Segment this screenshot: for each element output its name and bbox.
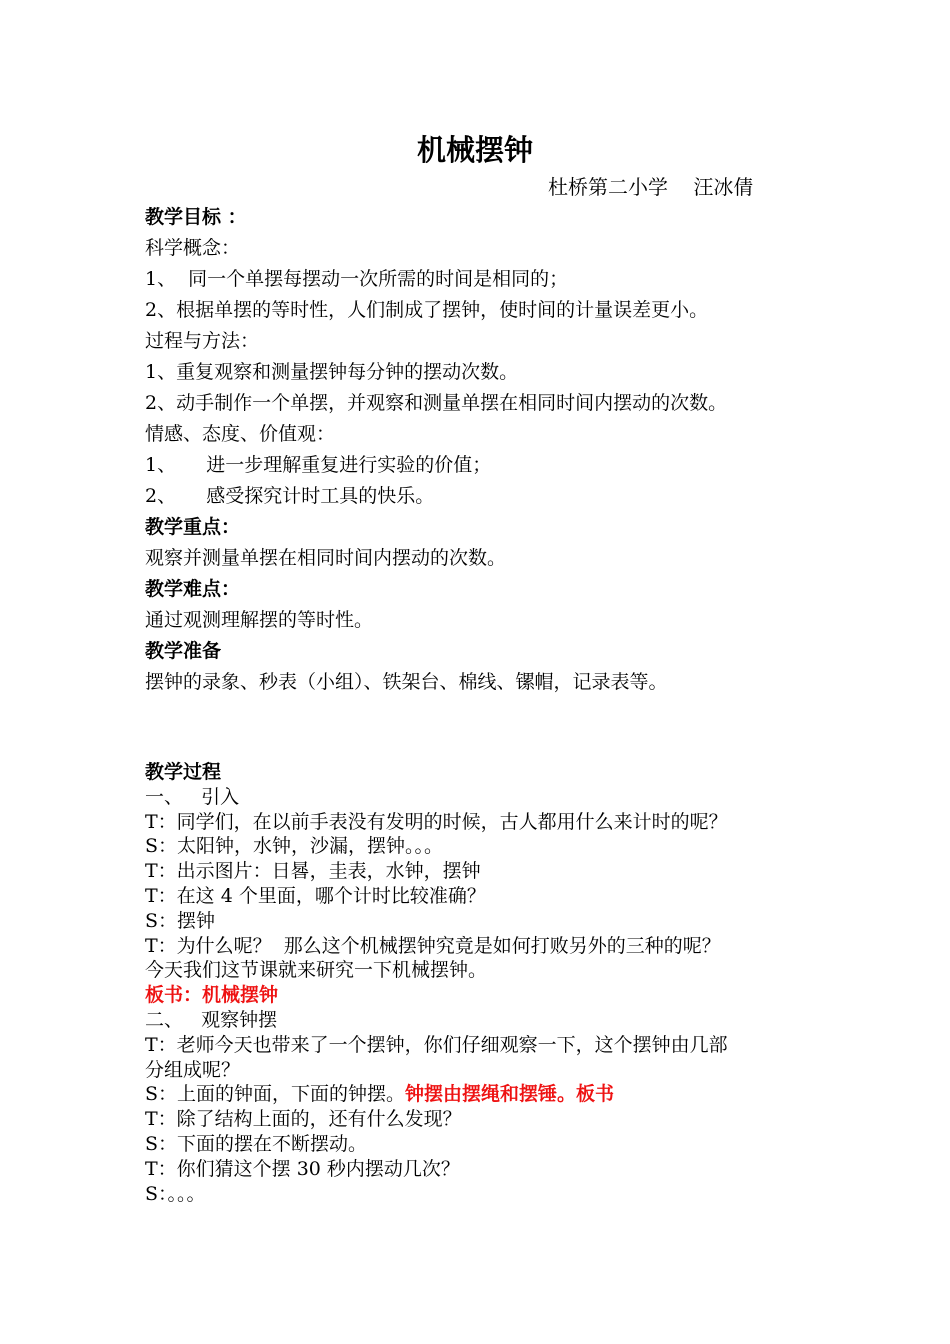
- section-intro: 一、 引入: [145, 785, 240, 808]
- objectives-section: [145, 202, 845, 698]
- concept-heading: 科学概念：: [145, 237, 241, 259]
- dialogue-line: T：出示图片：日晷，圭表，水钟，摆钟: [145, 860, 481, 883]
- emotion-item-2: 2、 感受探究计时工具的快乐。: [145, 485, 435, 507]
- concept-item-2: 2、根据单摆的等时性，人们制成了摆钟，使时间的计量误差更小。: [145, 299, 709, 321]
- preparation-heading: 教学准备: [145, 640, 222, 662]
- author-line: 杜桥第二小学 汪冰倩: [548, 175, 754, 199]
- key-point-heading: 教学重点：: [145, 516, 241, 538]
- difficulty-heading: 教学难点：: [145, 578, 241, 600]
- section-observe: 二、 观察钟摆: [145, 1008, 278, 1031]
- dialogue-line: T：老师今天也带来了一个摆钟，你们仔细观察一下，这个摆钟由几部: [145, 1033, 728, 1056]
- key-point-text: 观察并测量单摆在相同时间内摆动的次数。: [145, 547, 507, 569]
- dialogue-line: T：同学们，在以前手表没有发明的时候，古人都用什么来计时的呢？: [145, 810, 728, 833]
- difficulty-text: 通过观测理解摆的等时性。: [145, 609, 374, 631]
- emotion-item-1: 1、 进一步理解重复进行实验的价值；: [145, 454, 492, 476]
- dialogue-line-with-board-note: [145, 1082, 845, 1107]
- process-section: [145, 760, 845, 1206]
- method-item-1: 1、重复观察和测量摆钟每分钟的摆动次数。: [145, 361, 519, 383]
- dialogue-line: 分组成呢？: [145, 1058, 241, 1081]
- dialogue-line: S：太阳钟，水钟，沙漏，摆钟。。。: [145, 835, 444, 858]
- board-note-structure: 钟摆由摆绳和摆锤。板书: [405, 1083, 615, 1106]
- dialogue-line: T：你们猜这个摆 30 秒内摆动几次？: [145, 1157, 460, 1180]
- dialogue-line: S：。。。: [145, 1182, 206, 1205]
- method-heading: 过程与方法：: [145, 330, 260, 352]
- objectives-heading: 教学目标 ：: [145, 206, 247, 228]
- dialogue-line: T：为什么呢？ 那么这个机械摆钟究竟是如何打败另外的三种的呢？: [145, 934, 721, 957]
- board-note-title: 板书：机械摆钟: [145, 984, 279, 1007]
- preparation-text: 摆钟的录象、秒表（小组）、铁架台、棉线、镙帽，记录表等。: [145, 671, 668, 693]
- dialogue-line: T：在这 4 个里面，哪个计时比较准确？: [145, 884, 486, 907]
- concept-item-1: 1、 同一个单摆每摆动一次所需的时间是相同的；: [145, 268, 569, 290]
- method-item-2: 2、动手制作一个单摆，并观察和测量单摆在相同时间内摆动的次数。: [145, 392, 728, 414]
- dialogue-line: T：除了结构上面的，还有什么发现？: [145, 1108, 462, 1131]
- dialogue-line: 今天我们这节课就来研究一下机械摆钟。: [145, 959, 488, 982]
- dialogue-line: S：下面的摆在不断摆动。: [145, 1132, 368, 1155]
- document-title: 机械摆钟: [416, 133, 533, 167]
- emotion-heading: 情感、态度、价值观：: [145, 423, 336, 445]
- dialogue-text: S：上面的钟面，下面的钟摆。: [145, 1083, 406, 1106]
- dialogue-line: S：摆钟: [145, 909, 216, 932]
- process-heading: 教学过程: [145, 761, 222, 783]
